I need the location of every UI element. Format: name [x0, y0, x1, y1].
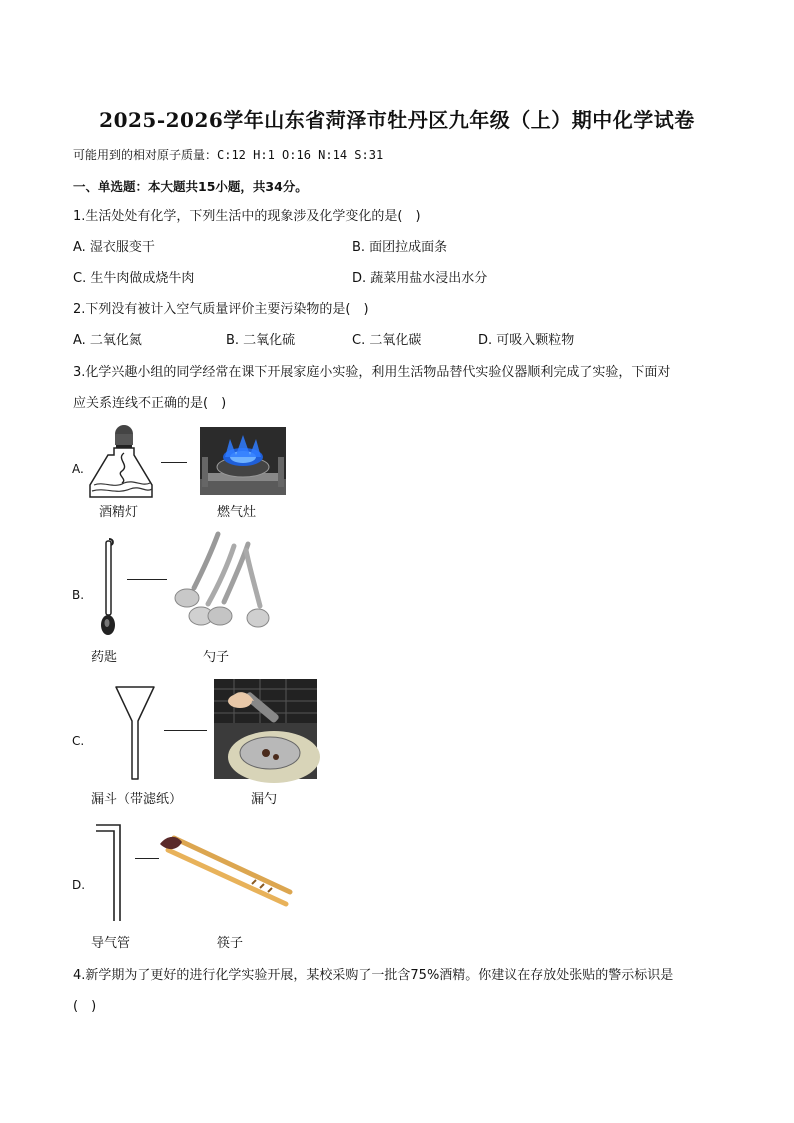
caption-chopsticks: 筷子	[217, 936, 244, 951]
caption-funnel: 漏斗（带滤纸）	[91, 792, 183, 807]
chopsticks-image	[160, 830, 292, 910]
q1-option-b[interactable]: B. 面团拉成面条	[352, 240, 448, 255]
q1-option-d[interactable]: D. 蔬菜用盐水浸出水分	[352, 271, 488, 286]
q2-option-a[interactable]: A. 二氧化氮	[73, 333, 142, 348]
q3-c-connector	[164, 730, 207, 731]
strainer-image	[214, 679, 317, 779]
caption-alcohol-lamp: 酒精灯	[99, 505, 139, 520]
q1-option-c[interactable]: C. 生牛肉做成烧牛肉	[73, 271, 195, 286]
atomic-masses-note: 可能用到的相对原子质量：C:12 H:1 O:16 N:14 S:31	[73, 148, 384, 162]
question-3-stem-line2: 应关系连线不正确的是( )	[73, 396, 227, 411]
caption-strainer: 漏勺	[251, 792, 278, 807]
caption-gas-stove: 燃气灶	[217, 505, 257, 520]
section-heading: 一、单选题：本大题共15小题，共34分。	[73, 179, 308, 194]
gas-tube-image	[96, 823, 130, 923]
q2-option-d[interactable]: D. 可吸入颗粒物	[478, 333, 575, 348]
question-1-stem: 1.生活处处有化学，下列生活中的现象涉及化学变化的是( )	[73, 209, 421, 224]
q2-option-b[interactable]: B. 二氧化硫	[226, 333, 296, 348]
q3-option-a-letter[interactable]: A.	[72, 462, 84, 476]
caption-medicine-spoon: 药匙	[91, 650, 118, 665]
caption-gas-tube: 导气管	[91, 936, 131, 951]
q3-a-connector	[161, 462, 187, 463]
q3-option-c-letter[interactable]: C.	[72, 734, 85, 748]
question-4-stem-line2: ( )	[73, 999, 97, 1014]
medicine-spoon-image	[94, 535, 124, 637]
q2-option-c[interactable]: C. 二氧化碳	[352, 333, 422, 348]
question-4-stem-line1: 4.新学期为了更好的进行化学实验开展，某校采购了一批含75%酒精。你建议在存放处张贴的警示标识是	[73, 968, 674, 983]
alcohol-lamp-image	[86, 425, 156, 500]
funnel-image	[114, 685, 156, 781]
q3-b-connector	[127, 579, 167, 580]
q3-option-d-letter[interactable]: D.	[72, 878, 86, 892]
q1-option-a[interactable]: A. 湿衣服变干	[73, 240, 155, 255]
gas-stove-image	[200, 427, 286, 495]
q3-option-b-letter[interactable]: B.	[72, 588, 85, 602]
spoons-image	[170, 530, 274, 634]
caption-spoon: 勺子	[203, 650, 230, 665]
question-3-stem-line1: 3.化学兴趣小组的同学经常在课下开展家庭小实验，利用生活物品替代实验仪器顺利完成了实验，下面对	[73, 365, 671, 380]
q3-d-connector	[135, 858, 159, 859]
page-title: 2025-2026学年山东省菏泽市牡丹区九年级（上）期中化学试卷	[99, 108, 695, 132]
question-2-stem: 2.下列没有被计入空气质量评价主要污染物的是( )	[73, 302, 369, 317]
